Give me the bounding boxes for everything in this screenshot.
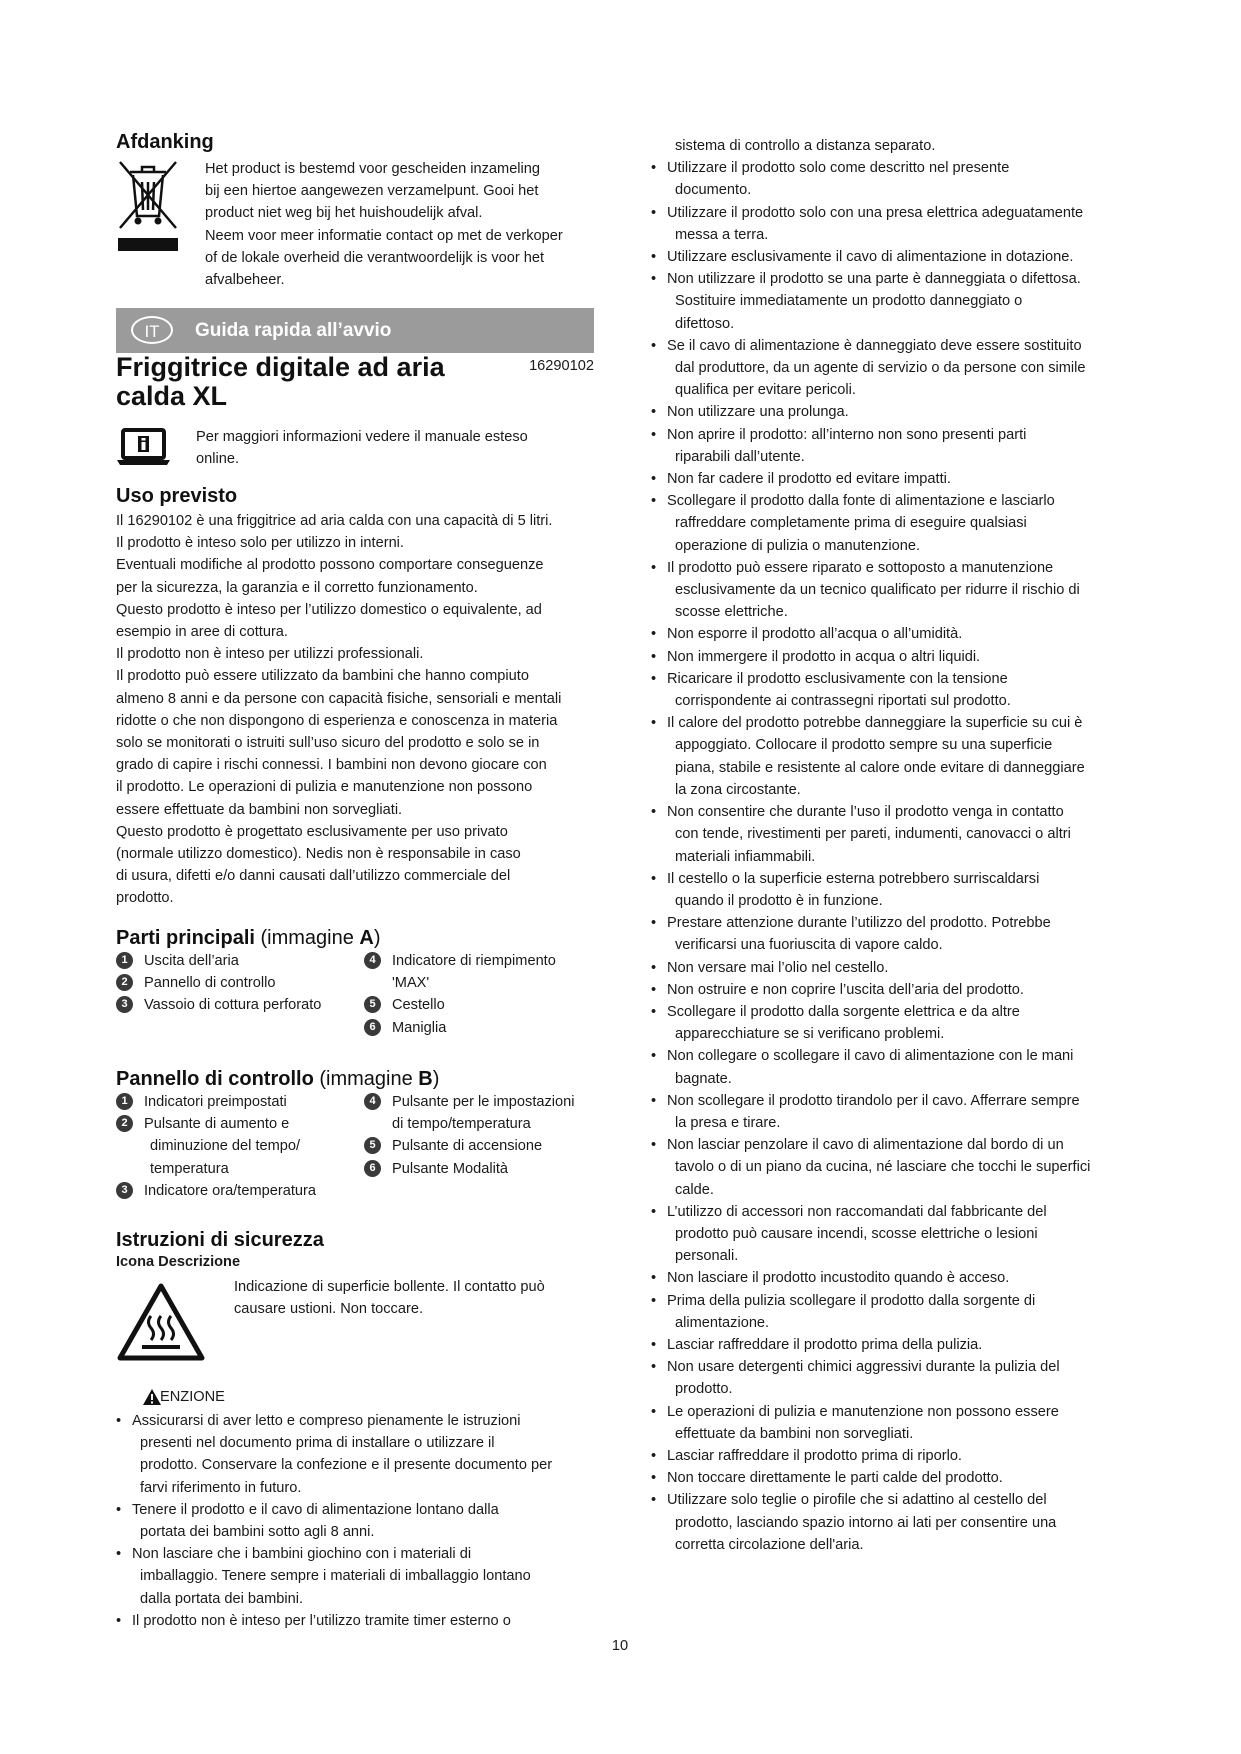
text-line: personali.	[675, 1248, 739, 1265]
pannello-list-right	[364, 1091, 596, 1180]
text-line: Il prodotto può essere utilizzato da bambini che hanno compiuto	[116, 668, 529, 685]
text-line: almeno 8 anni e da persone con capacità fisiche, sensoriali e mentali	[116, 690, 562, 707]
text-line: dal produttore, da un agente di servizio o da persone con simile	[675, 360, 1086, 377]
banner-title: Guida rapida all’avvio	[195, 320, 392, 341]
list-item	[364, 994, 596, 1016]
list-item	[364, 1017, 596, 1039]
text-line: • Tenere il prodotto e il cavo di alimentazione lontano dalla	[132, 1501, 499, 1518]
text-line: Neem voor meer informatie contact op met de verkoper	[205, 227, 563, 244]
text-line: Indicazione di superficie bollente. Il contatto può	[234, 1279, 545, 1295]
text-line: • Non consentire che durante l’uso il prodotto venga in contatto	[667, 804, 1064, 821]
text-line: • Non usare detergenti chimici aggressivi durante la pulizia del	[667, 1359, 1060, 1376]
text-line: • Non far cadere il prodotto ed evitare impatti.	[667, 471, 951, 488]
list-item	[651, 157, 1131, 201]
text-line: la presa e tirare.	[675, 1114, 781, 1131]
hot-surface-text	[234, 1276, 594, 1320]
text-line: con tende, rivestimenti per pareti, indumenti, canovacci o altri	[675, 826, 1071, 843]
text-line: il prodotto. Le operazioni di pulizia e manutenzione non possono	[116, 779, 533, 796]
afdanking-text	[205, 158, 595, 291]
product-title	[116, 353, 496, 411]
list-item	[116, 1113, 356, 1180]
text-line: • Lasciar raffreddare il prodotto prima di riporlo.	[667, 1447, 962, 1464]
list-item	[651, 468, 1131, 490]
number-badge: 3	[116, 1182, 133, 1199]
number-badge: 5	[364, 1137, 381, 1154]
text-line: prodotto.	[675, 1381, 733, 1398]
item-label-cont: temperatura	[150, 1160, 229, 1177]
text-line: • Assicurarsi di aver letto e compreso pienamente le istruzioni	[132, 1413, 521, 1429]
text-line: • Non lasciare il prodotto incustodito quando è acceso.	[667, 1270, 1010, 1287]
text-line: dalla portata dei bambini.	[140, 1590, 304, 1607]
text-line: raffreddare completamente prima di eseguire qualsiasi	[675, 515, 1027, 532]
list-item	[116, 1410, 594, 1499]
page-number: 10	[611, 1638, 629, 1654]
text-line: • Non toccare direttamente le parti calde del prodotto.	[667, 1470, 1003, 1487]
istruzioni-section	[116, 1228, 594, 1632]
item-label: Pulsante Modalità	[392, 1160, 509, 1177]
product-title-line: Friggitrice digitale ad aria	[116, 352, 445, 382]
afdanking-heading: Afdanking	[116, 131, 214, 153]
text-line: apparecchiature se si verificano problemi.	[675, 1026, 945, 1043]
continuation-line: sistema di controllo a distanza separato.	[675, 138, 936, 154]
list-item	[651, 1467, 1131, 1489]
parti-list-right	[364, 950, 596, 1039]
list-item	[651, 1401, 1131, 1445]
parti-principali-section	[116, 926, 594, 1038]
item-label: Indicatori preimpostati	[144, 1094, 287, 1110]
product-title-line: calda XL	[116, 381, 228, 411]
text-line: solo se monitorati o istruiti sull’uso sicuro del prodotto e solo se in	[116, 735, 540, 752]
language-code-badge: IT	[131, 316, 173, 344]
list-item	[116, 950, 356, 972]
list-item	[364, 1135, 596, 1157]
attenzione-label	[116, 1386, 594, 1408]
text-line: Questo prodotto è inteso per l’utilizzo domestico o equivalente, ad	[116, 601, 542, 618]
list-item	[116, 972, 356, 994]
text-line: presenti nel documento prima di installare o utilizzare il	[140, 1435, 495, 1452]
parti-heading-bold: Parti principali	[116, 927, 255, 949]
left-column	[116, 130, 594, 1629]
pannello-heading-bold: Pannello di controllo	[116, 1068, 314, 1090]
text-line: difettoso.	[675, 315, 735, 332]
icona-descrizione-label: Icona Descrizione	[116, 1254, 241, 1270]
list-item	[651, 1334, 1131, 1356]
text-line: afvalbeheer.	[205, 272, 285, 289]
parti-heading-close: )	[373, 927, 381, 949]
item-label: Indicatore di riempimento	[392, 953, 556, 969]
text-line: • Il prodotto non è inteso per l’utilizzo tramite timer esterno o	[132, 1612, 511, 1629]
list-item	[651, 801, 1131, 868]
list-item	[651, 401, 1131, 423]
text-line: Questo prodotto è progettato esclusivamente per uso privato	[116, 823, 508, 840]
text-line: • Se il cavo di alimentazione è danneggiato deve essere sostituito	[667, 337, 1082, 354]
list-item	[651, 1134, 1131, 1201]
item-label: Uscita dell’aria	[144, 953, 239, 969]
pannello-heading	[116, 1067, 594, 1091]
language-banner	[116, 308, 594, 353]
text-line: Il prodotto è inteso solo per utilizzo in interni.	[116, 535, 404, 552]
text-line: • Scollegare il prodotto dalla fonte di alimentazione e lasciarlo	[667, 493, 1055, 510]
istruzioni-heading: Istruzioni di sicurezza	[116, 1229, 324, 1251]
number-badge: 2	[116, 974, 133, 991]
uso-previsto-section	[116, 484, 594, 910]
list-item	[364, 1091, 596, 1135]
text-line: • Non ostruire e non coprire l’uscita dell’aria del prodotto.	[667, 981, 1024, 998]
parti-heading-light: (immagine	[260, 927, 360, 949]
text-line: Per maggiori informazioni vedere il manuale esteso	[196, 429, 528, 445]
text-line: • Utilizzare solo teglie o pirofile che si adattino al cestello del	[667, 1492, 1047, 1509]
text-line: scosse elettriche.	[675, 604, 788, 621]
list-item	[651, 1356, 1131, 1400]
pannello-heading-close: )	[432, 1068, 440, 1090]
item-label: Pulsante di accensione	[392, 1138, 543, 1155]
text-line: • Utilizzare esclusivamente il cavo di alimentazione in dotazione.	[667, 249, 1074, 266]
number-badge: 4	[364, 1093, 381, 1110]
text-line: appoggiato. Collocare il prodotto sempre su una superficie	[675, 737, 1053, 754]
text-line: • Lasciar raffreddare il prodotto prima della pulizia.	[667, 1336, 983, 1353]
parti-heading	[116, 926, 594, 950]
number-badge: 4	[364, 952, 381, 969]
text-line: prodotto può causare incendi, scosse elettriche o lesioni	[675, 1225, 1038, 1242]
list-item	[651, 1090, 1131, 1134]
list-item	[651, 668, 1131, 712]
text-line: corrispondente ai contrassegni riportati sul prodotto.	[675, 693, 1011, 710]
pannello-list	[116, 1091, 594, 1203]
text-line: portata dei bambini sotto agli 8 anni.	[140, 1524, 375, 1541]
list-item	[651, 979, 1131, 1001]
text-line: bagnate.	[675, 1070, 732, 1087]
text-line: tavolo o di un piano da cucina, né lasciare che tocchi le superfici	[675, 1159, 1091, 1176]
text-line: messa a terra.	[675, 226, 769, 243]
istruzioni-bullet-list	[116, 1410, 594, 1632]
text-line: imballaggio. Tenere sempre i materiali di imballaggio lontano	[140, 1568, 531, 1585]
text-line: operazione di pulizia o manutenzione.	[675, 537, 921, 554]
parti-list	[116, 950, 594, 1038]
afdanking-section	[116, 130, 594, 289]
list-item	[651, 1489, 1131, 1556]
list-item	[651, 1001, 1131, 1045]
list-item	[651, 246, 1131, 268]
text-line: • Non scollegare il prodotto tirandolo per il cavo. Afferrare sempre	[667, 1092, 1080, 1109]
text-line: • Non collegare o scollegare il cavo di alimentazione con le mani	[667, 1048, 1074, 1065]
list-item	[651, 712, 1131, 801]
number-badge: 3	[116, 996, 133, 1013]
text-line: online.	[196, 451, 240, 468]
attenzione-text: ENZIONE	[160, 1389, 225, 1405]
text-line: per la sicurezza, la garanzia e il corretto funzionamento.	[116, 579, 478, 596]
text-line: esempio in aree di cottura.	[116, 624, 288, 641]
text-line: documento.	[675, 182, 752, 199]
text-line: Eventuali modifiche al prodotto possono comportare conseguenze	[116, 557, 544, 574]
text-line: calde.	[675, 1181, 714, 1198]
uso-previsto-heading: Uso previsto	[116, 485, 238, 507]
text-line: effettuate da bambini non sorvegliati.	[675, 1425, 914, 1442]
number-badge: 1	[116, 1093, 133, 1110]
pannello-list-left	[116, 1091, 356, 1202]
text-line: verificarsi una fuoriuscita di vapore caldo.	[675, 937, 943, 954]
text-line: prodotto. Conservare la confezione e il presente documento per	[140, 1457, 553, 1474]
text-line: materiali infiammabili.	[675, 848, 816, 865]
text-line: of de lokale overheid die verantwoordelijk is voor het	[205, 249, 545, 266]
text-line: Il prodotto non è inteso per utilizzi professionali.	[116, 646, 424, 663]
weee-bin-icon	[116, 158, 180, 252]
item-label: Cestello	[392, 997, 445, 1014]
list-item	[651, 957, 1131, 979]
number-badge: 6	[364, 1019, 381, 1036]
list-item	[651, 335, 1131, 402]
text-line: • Non versare mai l’olio nel cestello.	[667, 959, 889, 976]
list-item	[116, 1499, 594, 1543]
text-line: Sostituire immediatamente un prodotto danneggiato o	[675, 293, 1023, 310]
text-line: • Utilizzare il prodotto solo con una presa elettrica adeguatamente	[667, 204, 1084, 221]
list-item	[651, 1445, 1131, 1467]
list-item	[651, 623, 1131, 645]
product-code: 16290102	[529, 358, 594, 374]
list-item	[651, 424, 1131, 468]
text-line: • Il prodotto può essere riparato e sottoposto a manutenzione	[667, 559, 1054, 576]
pannello-heading-light: (immagine	[319, 1068, 419, 1090]
text-line: • Non immergere il prodotto in acqua o altri liquidi.	[667, 648, 981, 665]
text-line: • Scollegare il prodotto dalla sorgente elettrica e da altre	[667, 1003, 1020, 1020]
item-label: Vassoio di cottura perforato	[144, 997, 322, 1014]
text-line: farvi riferimento in futuro.	[140, 1479, 302, 1496]
list-item	[651, 868, 1131, 912]
list-item	[651, 202, 1131, 246]
pannello-section	[116, 1067, 594, 1203]
hot-surface-row	[116, 1276, 594, 1372]
list-item	[651, 557, 1131, 624]
text-line: • Utilizzare il prodotto solo come descritto nel presente	[667, 160, 1010, 177]
item-label-cont: 'MAX'	[392, 975, 430, 992]
text-line: alimentazione.	[675, 1314, 770, 1331]
list-item	[651, 1290, 1131, 1334]
text-line: product niet weg bij het huishoudelijk afval.	[205, 205, 483, 222]
list-item	[651, 1201, 1131, 1268]
list-item	[651, 268, 1131, 335]
text-line: (normale utilizzo domestico). Nedis non è responsabile in caso	[116, 846, 521, 863]
text-line: • Non esporre il prodotto all’acqua o all’umidità.	[667, 626, 963, 643]
text-line: di usura, difetti e/o danni causati dall’utilizzo commerciale del	[116, 868, 511, 885]
list-item	[364, 1158, 596, 1180]
item-label-cont: diminuzione del tempo/	[150, 1138, 301, 1155]
list-item	[651, 1267, 1131, 1289]
list-item	[116, 1091, 356, 1113]
info-text	[196, 426, 596, 470]
text-line: grado di capire i rischi connessi. I bambini non devono giocare con	[116, 757, 547, 774]
text-line: quando il prodotto è in funzione.	[675, 892, 883, 909]
list-item	[116, 1180, 356, 1202]
text-line: ridotte o che non dispongono di esperienza e conoscenza in materia	[116, 712, 558, 729]
text-line: • Il cestello o la superficie esterna potrebbero surriscaldarsi	[667, 870, 1040, 887]
text-line: prodotto.	[116, 890, 174, 907]
number-badge: 1	[116, 952, 133, 969]
text-line: qualifica per evitare pericoli.	[675, 382, 856, 399]
text-line: • Non aprire il prodotto: all’interno non sono presenti parti	[667, 426, 1027, 443]
text-line: • Il calore del prodotto potrebbe danneggiare la superficie su cui è	[667, 715, 1083, 732]
list-item	[651, 490, 1131, 557]
text-line: prodotto, lasciando spazio intorno ai lati per consentire una	[675, 1514, 1057, 1531]
list-item	[364, 950, 596, 994]
uso-previsto-text	[116, 510, 594, 910]
list-item	[116, 994, 356, 1016]
number-badge: 2	[116, 1115, 133, 1132]
text-line: bij een hiertoe aangewezen verzamelpunt. Gooi het	[205, 183, 539, 200]
parti-list-left	[116, 950, 356, 1017]
text-line: Het product is bestemd voor gescheiden inzameling	[205, 161, 541, 177]
text-line: esclusivamente da un tecnico qualificato per ridurre il rischio di	[675, 582, 1080, 599]
text-line: corretta circolazione dell'aria.	[675, 1536, 864, 1553]
warning-triangle-icon	[142, 1388, 162, 1406]
item-label-cont: di tempo/temperatura	[392, 1116, 531, 1133]
right-bullet-list	[651, 157, 1131, 1556]
list-item	[116, 1610, 594, 1632]
list-item	[651, 912, 1131, 956]
text-line: la zona circostante.	[675, 781, 801, 798]
text-line: causare ustioni. Non toccare.	[234, 1301, 424, 1318]
list-item	[651, 646, 1131, 668]
text-line: • L’utilizzo di accessori non raccomandati dal fabbricante del	[667, 1203, 1047, 1220]
text-line: piana, stabile e resistente al calore onde evitare di danneggiare	[675, 759, 1085, 776]
item-label: Pannello di controllo	[144, 975, 276, 992]
item-label: Pulsante per le impostazioni	[392, 1094, 575, 1110]
text-line: • Ricaricare il prodotto esclusivamente con la tensione	[667, 670, 1008, 687]
laptop-info-icon	[116, 428, 171, 466]
list-item	[116, 1543, 594, 1610]
pannello-heading-letter: B	[418, 1068, 433, 1090]
item-label: Pulsante di aumento e	[144, 1116, 290, 1133]
number-badge: 5	[364, 996, 381, 1013]
text-line: • Non utilizzare una prolunga.	[667, 404, 849, 421]
text-line: Il 16290102 è una friggitrice ad aria calda con una capacità di 5 litri.	[116, 513, 553, 529]
text-line: • Non utilizzare il prodotto se una parte è danneggiata o difettosa.	[667, 271, 1081, 288]
parti-heading-letter: A	[359, 927, 374, 949]
text-line: • Non lasciare che i bambini giochino con i materiali di	[132, 1546, 472, 1563]
list-item	[651, 1045, 1131, 1089]
right-column	[651, 135, 1131, 1556]
hot-surface-warning-icon	[116, 1282, 206, 1362]
text-line: • Non lasciar penzolare il cavo di alimentazione dal bordo di un	[667, 1137, 1064, 1154]
text-line: • Le operazioni di pulizia e manutenzione non possono essere	[667, 1403, 1059, 1420]
item-label: Indicatore ora/temperatura	[144, 1182, 316, 1199]
text-line: • Prima della pulizia scollegare il prodotto dalla sorgente di	[667, 1292, 1036, 1309]
text-line: • Prestare attenzione durante l’utilizzo del prodotto. Potrebbe	[667, 915, 1051, 932]
text-line: essere effettuate da bambini non sorvegliati.	[116, 801, 403, 818]
text-line: riparabili dall’utente.	[675, 448, 805, 465]
item-label: Maniglia	[392, 1019, 447, 1036]
number-badge: 6	[364, 1160, 381, 1177]
